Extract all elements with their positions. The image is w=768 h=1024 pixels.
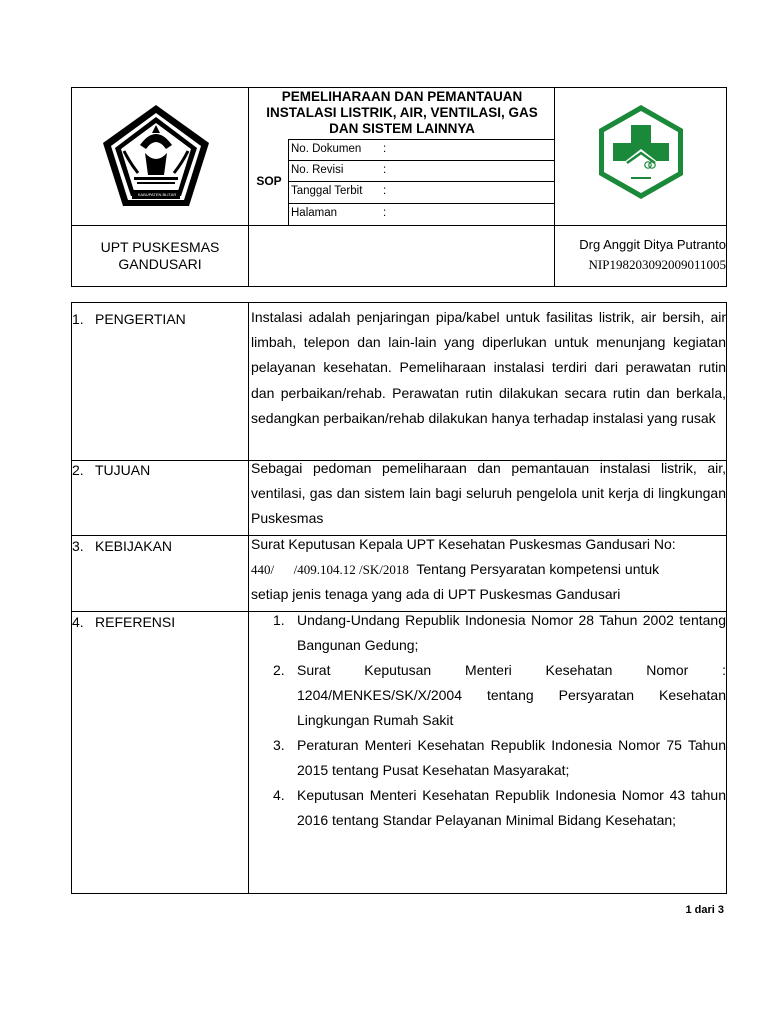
section-number: 4.: [72, 614, 84, 630]
unit-name: UPT PUSKESMAS GANDUSARI: [100, 239, 220, 272]
section-label-pengertian: PENGERTIAN: [95, 311, 186, 327]
document-title: PEMELIHARAAN DAN PEMANTAUAN INSTALASI LISTRIK, AIR, VENTILASI, GAS DAN SISTEM LAINNYA: [266, 89, 538, 136]
list-item-number: 3.: [273, 737, 285, 753]
list-item-text: Surat Keputusan Menteri Kesehatan Nomor : 1204/MENKES/SK/X/2004 tentang Persyaratan Kesehatan Lingkungan Rumah Sakit: [297, 662, 726, 728]
meta-row-issue-date: [291, 181, 553, 201]
section-label-kebijakan: KEBIJAKAN: [95, 538, 173, 554]
list-item-text: Keputusan Menteri Kesehatan Republik Indonesia Nomor 43 tahun 2016 tentang Standar Pelayanan Minimal Bidang Kesehatan;: [297, 787, 726, 828]
meta-separator: :: [383, 143, 387, 155]
meta-row-page: [291, 203, 553, 223]
kebijakan-line-2: [251, 557, 726, 582]
section-label-tujuan: TUJUAN: [95, 462, 151, 478]
decree-number: 440/ /409.104.12 /SK/2018: [251, 562, 409, 578]
list-item: [251, 658, 726, 733]
decree-subject: Tentang Persyaratan kompetensi untuk: [408, 561, 660, 578]
signer-block: [556, 235, 726, 275]
puskesmas-logo-icon: [595, 103, 687, 206]
meta-row-revision-no: [291, 160, 553, 180]
section-text-tujuan: Sebagai pedoman pemeliharaan dan pemantauan instalasi listrik, air, ventilasi, gas dan sistem lain bagi seluruh pengelola unit kerja di lingkungan Puskesmas: [251, 460, 726, 527]
reference-list: [251, 608, 726, 833]
signer-name: Drg Anggit Ditya Putranto: [579, 237, 726, 252]
list-item-number: 4.: [273, 787, 285, 803]
meta-row-document-no: [291, 139, 553, 159]
sop-label: SOP: [256, 174, 282, 188]
section-label-referensi: REFERENSI: [95, 614, 176, 630]
emblem-caption: KABUPATEN BLITAR: [137, 192, 177, 197]
section-number: 2.: [72, 462, 84, 478]
meta-separator: :: [383, 207, 387, 219]
meta-label: Halaman: [291, 207, 338, 219]
list-item: [251, 733, 726, 783]
section-number: 3.: [72, 538, 84, 554]
kabupaten-blitar-emblem: [100, 103, 212, 214]
list-item-number: 2.: [273, 662, 285, 678]
meta-label: Tanggal Terbit: [291, 185, 363, 197]
section-number: 1.: [72, 311, 84, 327]
list-item-number: 1.: [273, 612, 285, 628]
list-item: [251, 608, 726, 658]
kebijakan-line-1: Surat Keputusan Kepala UPT Kesehatan Puskesmas Gandusari No:: [251, 536, 676, 552]
meta-separator: :: [383, 185, 387, 197]
list-item-text: Undang-Undang Republik Indonesia Nomor 28 Tahun 2002 tentang Bangunan Gedung;: [297, 612, 726, 653]
meta-label: No. Revisi: [291, 164, 344, 176]
signer-nip: NIP198203092009011005: [588, 257, 726, 272]
kebijakan-line-3: setiap jenis tenaga yang ada di UPT Puskesmas Gandusari: [251, 586, 621, 603]
list-item: [251, 783, 726, 833]
meta-label: No. Dokumen: [291, 143, 362, 155]
section-text-kebijakan: [251, 532, 726, 608]
meta-separator: :: [383, 164, 387, 176]
section-text-pengertian: Instalasi adalah penjaringan pipa/kabel untuk fasilitas listrik, air bersih, air limbah, telepon dan lain-lain yang diperlukan untuk menunjang kegiatan pelayanan kesehatan. Pemeliharaan instalasi terdiri dari perawatan rutin dan perbaikan/rehab. Perawatan rutin dilakukan secara rutin dan berkala, sedangkan perbaikan/rehab dilakukan hanya terhadap instalasi yang rusak: [251, 309, 726, 426]
page-number: 1 dari 3: [685, 904, 724, 916]
list-item-text: Peraturan Menteri Kesehatan Republik Indonesia Nomor 75 Tahun 2015 tentang Pusat Kesehatan Masyarakat;: [297, 737, 726, 778]
